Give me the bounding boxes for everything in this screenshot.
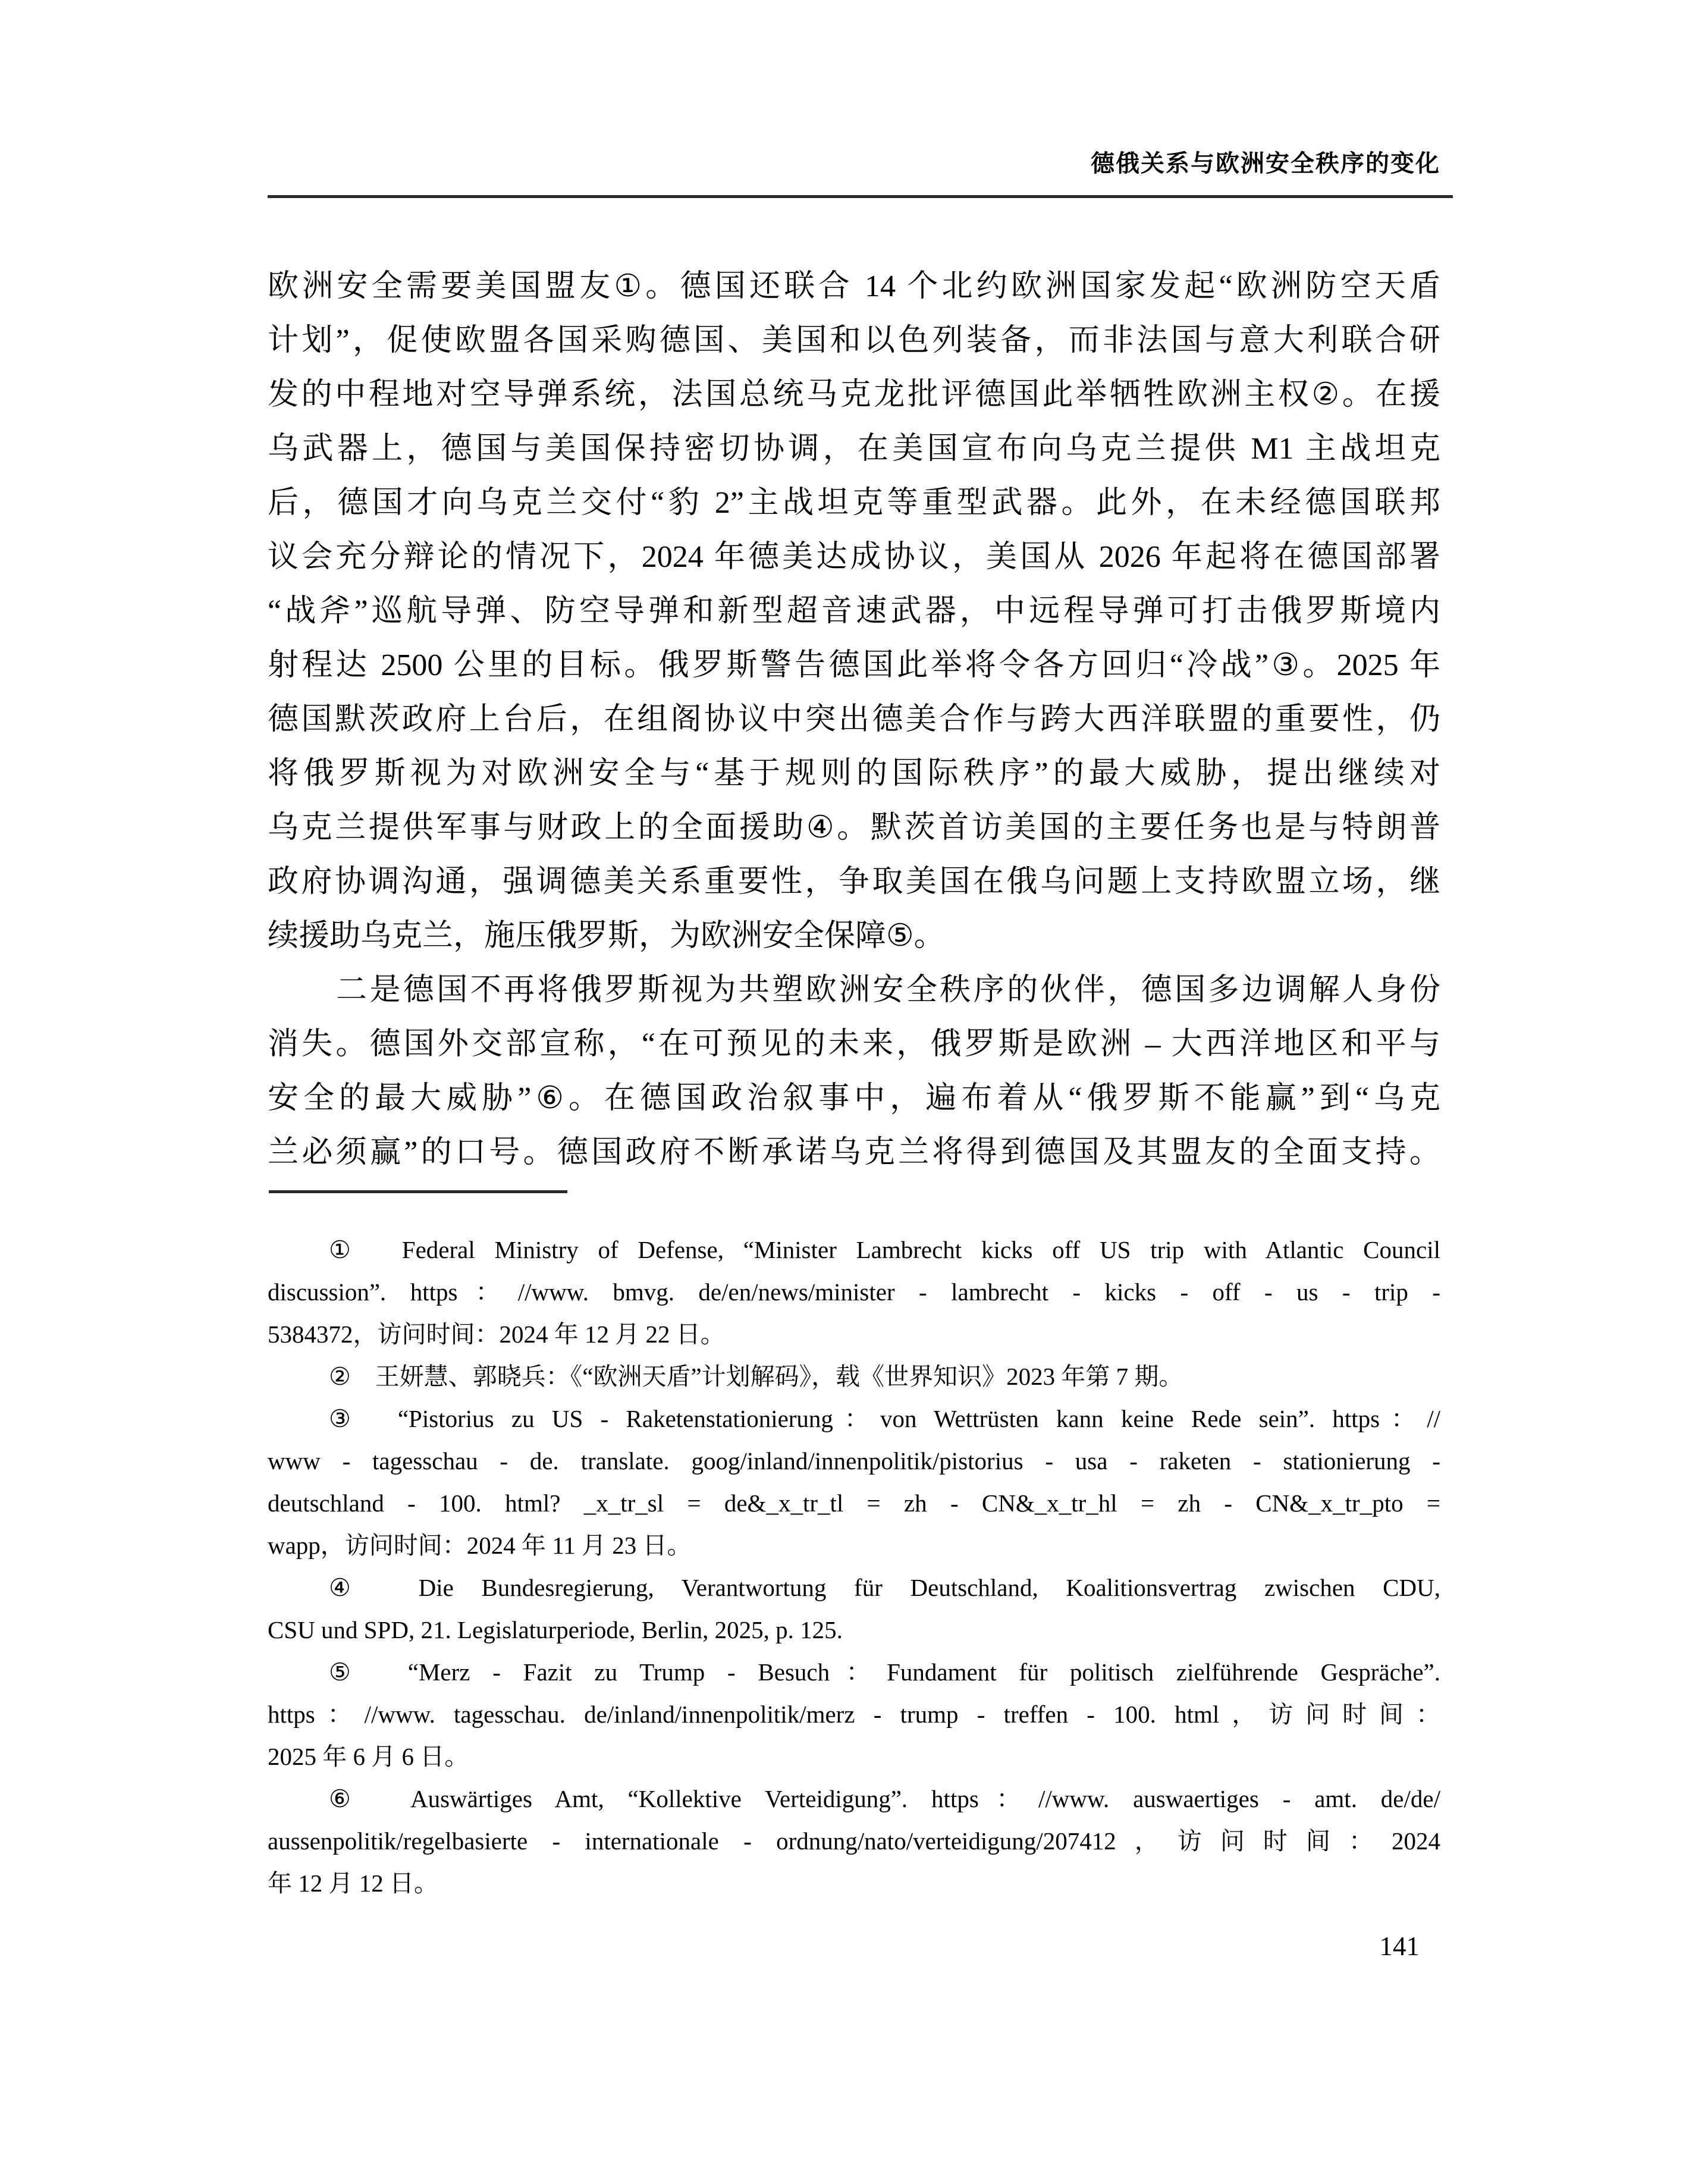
body-line: 兰必须赢”的口号。德国政府不断承诺乌克兰将得到德国及其盟友的全面支持。 [268, 1136, 1440, 1169]
page-number: 141 [1379, 1931, 1420, 1961]
header-rule [268, 195, 1453, 198]
footnote-1-line: 5384372，访问时间：2024 年 12 月 22 日。 [268, 1320, 725, 1348]
body-text [268, 259, 1440, 1180]
body-line: 乌克兰提供军事与财政上的全面援助④。默茨首访美国的主要任务也是与特朗普 [268, 811, 1440, 845]
footnote-1-line: discussion”. https：//www. bmvg. de/en/news/minister - lambrecht - kicks - off - us - trip - [268, 1278, 1440, 1306]
footnote-2-line: ② 王妍慧、郭晓兵：《“欧洲天盾”计划解码》，载《世界知识》2023 年第 7 期。 [329, 1363, 1183, 1390]
footnote-3-line: wapp，访问时间：2024 年 11 月 23 日。 [268, 1532, 692, 1559]
body-line-paragraph-start: 二是德国不再将俄罗斯视为共塑欧洲安全秩序的伙伴，德国多边调解人身份 [336, 973, 1440, 1007]
footnotes [268, 1229, 1440, 1905]
footnote-3-line: ③ “Pistorius zu US - Raketenstationierung：von Wettrüsten kann keine Rede sein”. https：// [329, 1405, 1440, 1432]
running-head-title: 德俄关系与欧洲安全秩序的变化 [1091, 150, 1440, 177]
footnote-separator-rule [269, 1190, 567, 1193]
footnote-3-line: www - tagesschau - de. translate. goog/inland/innenpolitik/pistorius - usa - raketen - stationierung - [268, 1447, 1440, 1475]
body-line: 议会充分辩论的情况下，2024 年德美达成协议，美国从 2026 年起将在德国部署 [268, 540, 1440, 574]
body-line: 政府协调沟通，强调德美关系重要性，争取美国在俄乌问题上支持欧盟立场，继 [268, 865, 1440, 899]
body-line: 欧洲安全需要美国盟友①。德国还联合 14 个北约欧洲国家发起“欧洲防空天盾 [268, 269, 1440, 303]
body-line: 射程达 2500 公里的目标。俄罗斯警告德国此举将令各方回归“冷战”③。2025 年 [268, 648, 1440, 682]
body-line-paragraph-end: 续援助乌克兰，施压俄罗斯，为欧洲安全保障⑤。 [268, 919, 945, 953]
body-line: “战斧”巡航导弹、防空导弹和新型超音速武器，中远程导弹可打击俄罗斯境内 [268, 594, 1440, 628]
body-line: 计划”，促使欧盟各国采购德国、美国和以色列装备，而非法国与意大利联合研 [268, 324, 1440, 357]
footnote-5-line: ⑤ “Merz - Fazit zu Trump - Besuch：Fundament für politisch zielführende Gespräche”. [329, 1658, 1440, 1686]
footnote-5-line: https：//www. tagesschau. de/inland/innenpolitik/merz - trump - treffen - 100. html，访问时间： [268, 1701, 1440, 1728]
footnote-3-line: deutschland - 100. html? _x_tr_sl = de&_x_tr_tl = zh - CN&_x_tr_hl = zh - CN&_x_tr_pto = [268, 1489, 1440, 1517]
body-line: 发的中程地对空导弹系统，法国总统马克龙批评德国此举牺牲欧洲主权②。在援 [268, 378, 1440, 412]
body-line: 德国默茨政府上台后，在组阁协议中突出德美合作与跨大西洋联盟的重要性，仍 [268, 702, 1440, 736]
footnote-4-line: CSU und SPD, 21. Legislaturperiode, Berlin, 2025, p. 125. [268, 1616, 843, 1643]
body-line: 将俄罗斯视为对欧洲安全与“基于规则的国际秩序”的最大威胁，提出继续对 [268, 757, 1440, 791]
footnote-6-line: ⑥ Auswärtiges Amt, “Kollektive Verteidigung”. https：//www. auswaertiges - amt. de/de/ [329, 1785, 1440, 1812]
body-line: 乌武器上，德国与美国保持密切协调，在美国宣布向乌克兰提供 M1 主战坦克 [268, 432, 1440, 466]
footnote-4-line: ④ Die Bundesregierung, Verantwortung für Deutschland, Koalitionsvertrag zwischen CDU, [329, 1574, 1440, 1601]
footnote-6-line: aussenpolitik/regelbasierte - internationale - ordnung/nato/verteidigung/207412，访问时间：2024 [268, 1827, 1440, 1855]
footnote-6-line: 年 12 月 12 日。 [268, 1870, 438, 1897]
footnote-1-line: ① Federal Ministry of Defense, “Minister Lambrecht kicks off US trip with Atlantic Council [329, 1236, 1440, 1263]
body-line: 消失。德国外交部宣称，“在可预见的未来，俄罗斯是欧洲 – 大西洋地区和平与 [268, 1027, 1440, 1061]
footnote-5-line: 2025 年 6 月 6 日。 [268, 1743, 469, 1770]
body-line: 安全的最大威胁”⑥。在德国政治叙事中，遍布着从“俄罗斯不能赢”到“乌克 [268, 1081, 1440, 1115]
body-line: 后，德国才向乌克兰交付“豹 2”主战坦克等重型武器。此外，在未经德国联邦 [268, 486, 1440, 520]
